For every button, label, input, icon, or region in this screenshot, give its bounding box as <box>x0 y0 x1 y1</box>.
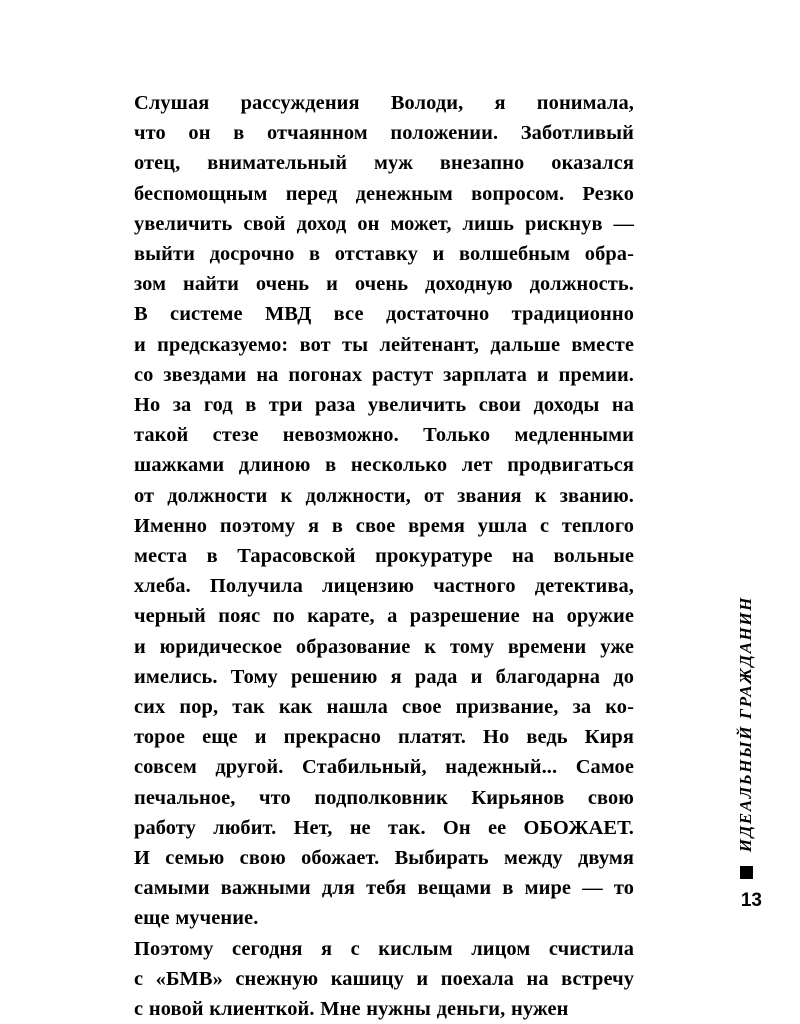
text-line: отец, внимательный муж внезапно оказался <box>134 152 634 175</box>
text-line: работу любит. Нет, не так. Он ее ОБОЖАЕТ. <box>134 816 634 839</box>
text-line: черный пояс по карате, а разрешение на оружие <box>134 605 634 628</box>
paragraph-1 <box>94 88 634 934</box>
square-ornament-icon <box>740 866 753 879</box>
text-line: зом найти очень и очень доходную должность. <box>134 273 634 296</box>
text-line: печальное, что подполковник Кирьянов свою <box>134 786 634 809</box>
text-line: сих пор, так как нашла свое призвание, за ко- <box>134 696 634 719</box>
text-line: и предсказуемо: вот ты лейтенант, дальше вместе <box>134 333 634 356</box>
page-number: 13 <box>740 890 762 911</box>
text-line: Именно поэтому я в свое время ушла с теплого <box>134 514 634 537</box>
text-line: самыми важными для тебя вещами в мире — то <box>134 877 634 900</box>
text-line: хлеба. Получила лицензию частного детектива, <box>134 575 634 598</box>
text-line: совсем другой. Стабильный, надежный... Самое <box>134 756 634 779</box>
text-line: увеличить свой доход он может, лишь рискнув — <box>134 212 634 235</box>
text-line: Слушая рассуждения Володи, я понимала, <box>134 92 634 114</box>
text-line: выйти досрочно в отставку и волшебным обра- <box>134 243 634 266</box>
text-line: места в Тарасовской прокуратуре на вольные <box>134 545 634 568</box>
text-line: еще мучение. <box>134 907 259 930</box>
text-line: с новой клиенткой. Мне нужны деньги, нужен <box>134 998 569 1021</box>
text-line: Поэтому сегодня я с кислым лицом счистила <box>134 937 634 960</box>
text-line: от должности к должности, от звания к званию. <box>134 484 634 507</box>
body-text-column <box>94 88 634 1024</box>
text-line: В системе МВД все достаточно традиционно <box>134 303 634 326</box>
text-line: что он в отчаянном положении. Заботливый <box>134 122 634 145</box>
text-line: и юридическое образование к тому времени уже <box>134 635 634 658</box>
text-line: с «БМВ» снежную кашицу и поехала на встречу <box>134 967 634 990</box>
text-line: И семью свою обожает. Выбирать между двумя <box>134 847 634 870</box>
text-line: такой стезе невозможно. Только медленными <box>134 424 634 447</box>
text-line: имелись. Тому решению я рада и благодарна до <box>134 665 634 688</box>
running-title: ИДЕАЛЬНЫЙ ГРАЖДАНИН <box>736 596 755 853</box>
text-line: со звездами на погонах растут зарплата и премии. <box>134 363 634 386</box>
paragraph-2 <box>94 934 634 1024</box>
text-line: торое еще и прекрасно платят. Но ведь Киря <box>134 726 634 749</box>
text-line: Но за год в три раза увеличить свои доходы на <box>134 394 634 417</box>
text-line: шажками длиною в несколько лет продвигаться <box>134 454 634 477</box>
text-line: беспомощным перед денежным вопросом. Резко <box>134 182 634 205</box>
